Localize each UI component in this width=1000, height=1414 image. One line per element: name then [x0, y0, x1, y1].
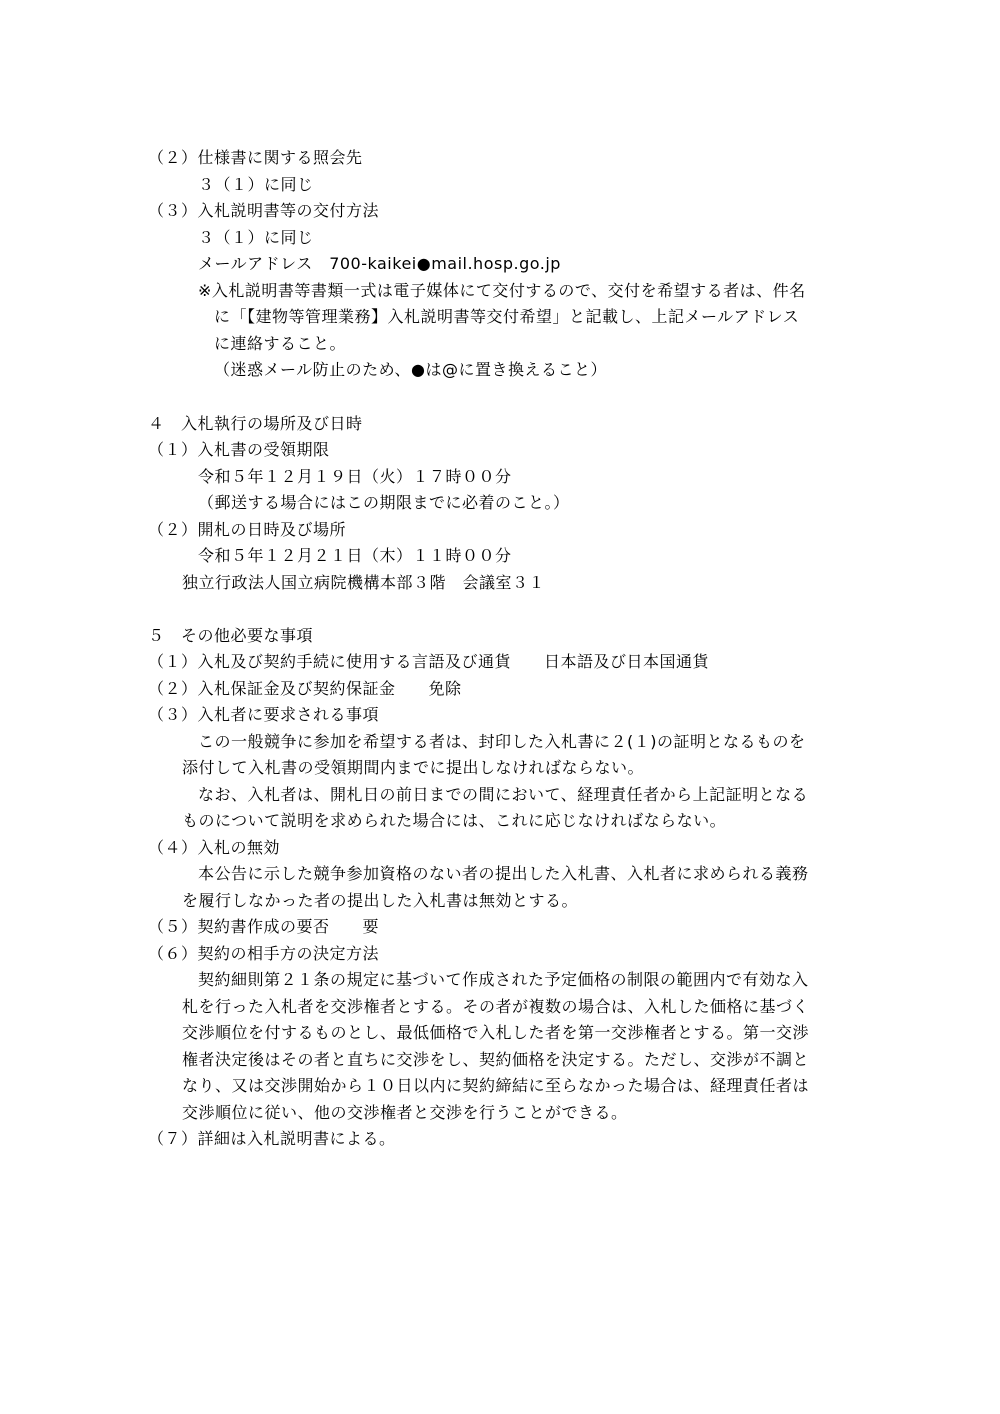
note-line: に連絡すること。: [214, 334, 347, 353]
paragraph-line: この一般競争に参加を希望する者は、封印した入札書に２(１)の証明となるものを: [198, 732, 806, 751]
note-line: （迷惑メール防止のため、●は@に置き換えること）: [214, 360, 608, 379]
paragraph-line: なお、入札者は、開札日の前日までの間において、経理責任者から上記証明となる: [198, 785, 809, 804]
paragraph-line: なり、又は交渉開始から１０日以内に契約締結に至らなかった場合は、経理責任者は: [182, 1076, 810, 1095]
paragraph-line: 交渉順位に従い、他の交渉権者と交渉を行うことができる。: [182, 1103, 628, 1122]
paragraph-line: 交渉順位を付するものとし、最低価格で入札した者を第一交渉権者とする。第一交渉: [182, 1023, 810, 1042]
opening-datetime: 令和５年１２月２１日（木）１１時００分: [198, 546, 512, 565]
paragraph-line: 本公告に示した競争参加資格のない者の提出した入札書、入札者に求められる義務: [198, 864, 809, 883]
deadline-datetime: 令和５年１２月１９日（火）１７時００分: [198, 467, 512, 486]
item-5-1: （１）入札及び契約手続に使用する言語及び通貨 日本語及び日本国通貨: [148, 652, 710, 671]
opening-location: 独立行政法人国立病院機構本部３階 会議室３１: [182, 573, 546, 592]
item-5-5: （５）契約書作成の要否 要: [148, 917, 380, 936]
section-5-heading: ５ その他必要な事項: [148, 626, 314, 645]
item-5-2: （２）入札保証金及び契約保証金 免除: [148, 679, 462, 698]
paragraph-line: 権者決定後はその者と直ちに交渉をし、契約価格を決定する。ただし、交渉が不調と: [182, 1050, 810, 1069]
text-line: （郵送する場合にはこの期限までに必着のこと。）: [198, 493, 570, 512]
email-address-line: メールアドレス 700-kaikei●mail.hosp.go.jp: [198, 254, 561, 273]
paragraph-line: ものについて説明を求められた場合には、これに応じなければならない。: [182, 811, 727, 830]
heading-3-2: （２）仕様書に関する照会先: [148, 148, 363, 167]
paragraph-line: 札を行った入札者を交渉権者とする。その者が複数の場合は、入札した価格に基づく: [182, 997, 810, 1016]
item-5-7: （７）詳細は入札説明書による。: [148, 1129, 396, 1148]
heading-4-2: （２）開札の日時及び場所: [148, 520, 347, 539]
section-4-heading: ４ 入札執行の場所及び日時: [148, 414, 363, 433]
heading-3-3: （３）入札説明書等の交付方法: [148, 201, 380, 220]
text-line: ３（１）に同じ: [198, 228, 314, 247]
item-5-4: （４）入札の無効: [148, 838, 281, 857]
item-5-6: （６）契約の相手方の決定方法: [148, 944, 380, 963]
note-line: に「【建物等管理業務】入札説明書等交付希望」と記載し、上記メールアドレス: [214, 307, 800, 326]
paragraph-line: を履行しなかった者の提出した入札書は無効とする。: [182, 891, 579, 910]
text-line: ３（１）に同じ: [198, 175, 314, 194]
heading-4-1: （１）入札書の受領期限: [148, 440, 330, 459]
item-5-3: （３）入札者に要求される事項: [148, 705, 380, 724]
note-line: ※入札説明書等書類一式は電子媒体にて交付するので、交付を希望する者は、件名: [198, 281, 806, 300]
paragraph-line: 契約細則第２１条の規定に基づいて作成された予定価格の制限の範囲内で有効な入: [198, 970, 809, 989]
paragraph-line: 添付して入札書の受領期間内までに提出しなければならない。: [182, 758, 645, 777]
